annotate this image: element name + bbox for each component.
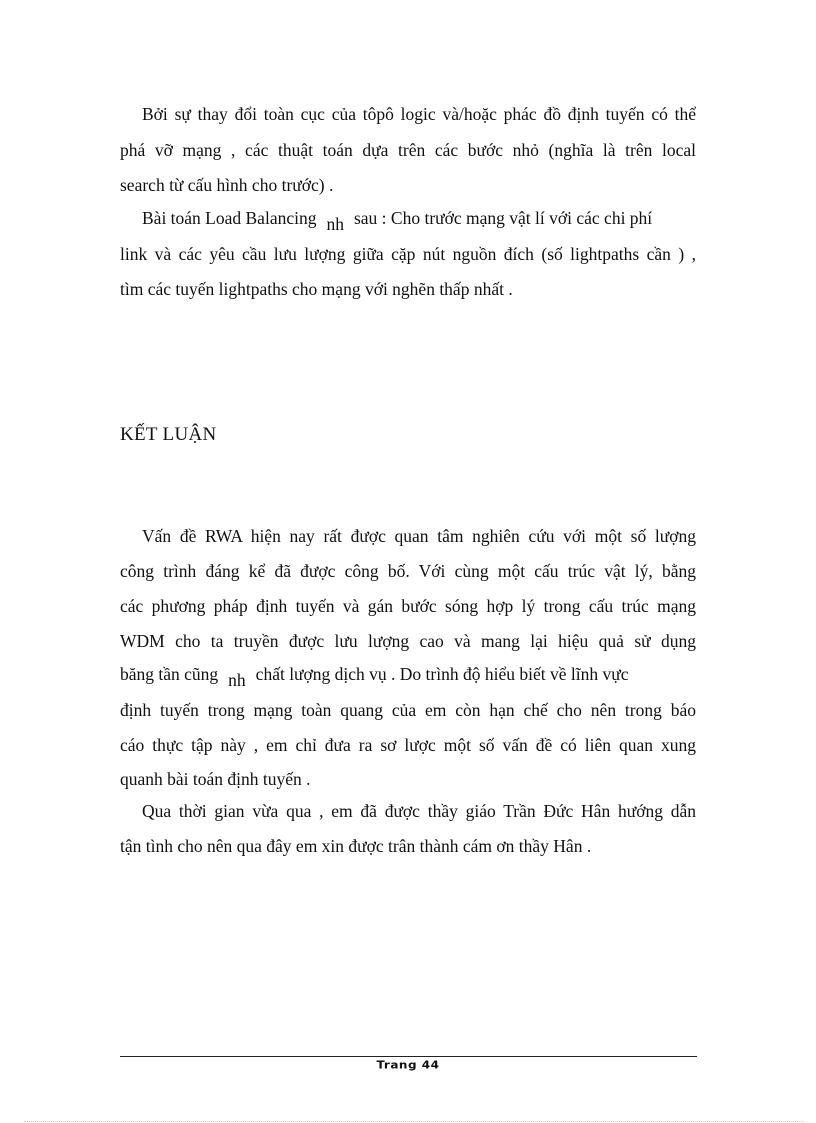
paragraph-3-line-8: quanh bài toán định tuyến . <box>120 769 311 789</box>
footer-divider <box>120 1056 697 1057</box>
paragraph-3-line-4: WDM cho ta truyền được lưu lượng cao và mang lại hiệu quả sử dụng <box>120 631 696 651</box>
paragraph-2-line-1-start: Bài toán Load Balancing <box>142 208 317 228</box>
paragraph-4-line-1: Qua thời gian vừa qua , em đã được thầy giáo Trần Đức Hân hướng dẫn <box>142 801 696 821</box>
paragraph-3-line-5-end: chất lượng dịch vụ . Do trình độ hiểu biết về lĩnh vực <box>255 664 629 684</box>
paragraph-3-line-1: Vấn đề RWA hiện nay rất được quan tâm nghiên cứu với một số lượng <box>142 526 696 546</box>
page-number: Trang 44 <box>376 1059 440 1071</box>
paragraph-3-line-6: định tuyến trong mạng toàn quang của em còn hạn chế cho nên trong báo <box>120 700 696 720</box>
paragraph-3-line-5-start: băng tần cũng <box>120 664 219 684</box>
paragraph-2-line-2: link và các yêu cầu lưu lượng giữa cặp nút nguồn đích (số lightpaths cần ) , <box>120 244 696 264</box>
paragraph-3-line-2: công trình đáng kể đã được công bố. Với cùng một cấu trúc vật lý, bằng <box>120 561 696 581</box>
paragraph-3-line-3: các phương pháp định tuyến và gán bước sóng hợp lý trong cấu trúc mạng <box>120 596 696 616</box>
paragraph-1-line-2: phá vỡ mạng , các thuật toán dựa trên các bước nhỏ (nghĩa là trên local <box>120 140 696 160</box>
paragraph-1-line-1: Bởi sự thay đổi toàn cục của tôpô logic và/hoặc phác đồ định tuyến có thể <box>142 104 696 124</box>
paragraph-1-line-3: search từ cấu hình cho trước) . <box>120 175 334 195</box>
paragraph-3-line-5 <box>120 663 696 690</box>
paragraph-2-line-1 <box>120 207 696 234</box>
paragraph-3-line-5-sub: nh <box>228 670 246 690</box>
paragraph-3-line-7: cáo thực tập này , em chỉ đưa ra sơ lược một số vấn đề có liên quan xung <box>120 735 696 755</box>
section-heading: KẾT LUẬN <box>120 424 217 445</box>
paragraph-2-line-1-sub: nh <box>326 214 344 234</box>
page-edge <box>24 1121 804 1122</box>
paragraph-4-line-2: tận tình cho nên qua đây em xin được trân thành cám ơn thầy Hân . <box>120 836 592 856</box>
paragraph-2-line-3: tìm các tuyến lightpaths cho mạng với nghẽn thấp nhất . <box>120 279 513 299</box>
paragraph-2-line-1-end: sau : Cho trước mạng vật lí với các chi phí <box>353 208 653 228</box>
